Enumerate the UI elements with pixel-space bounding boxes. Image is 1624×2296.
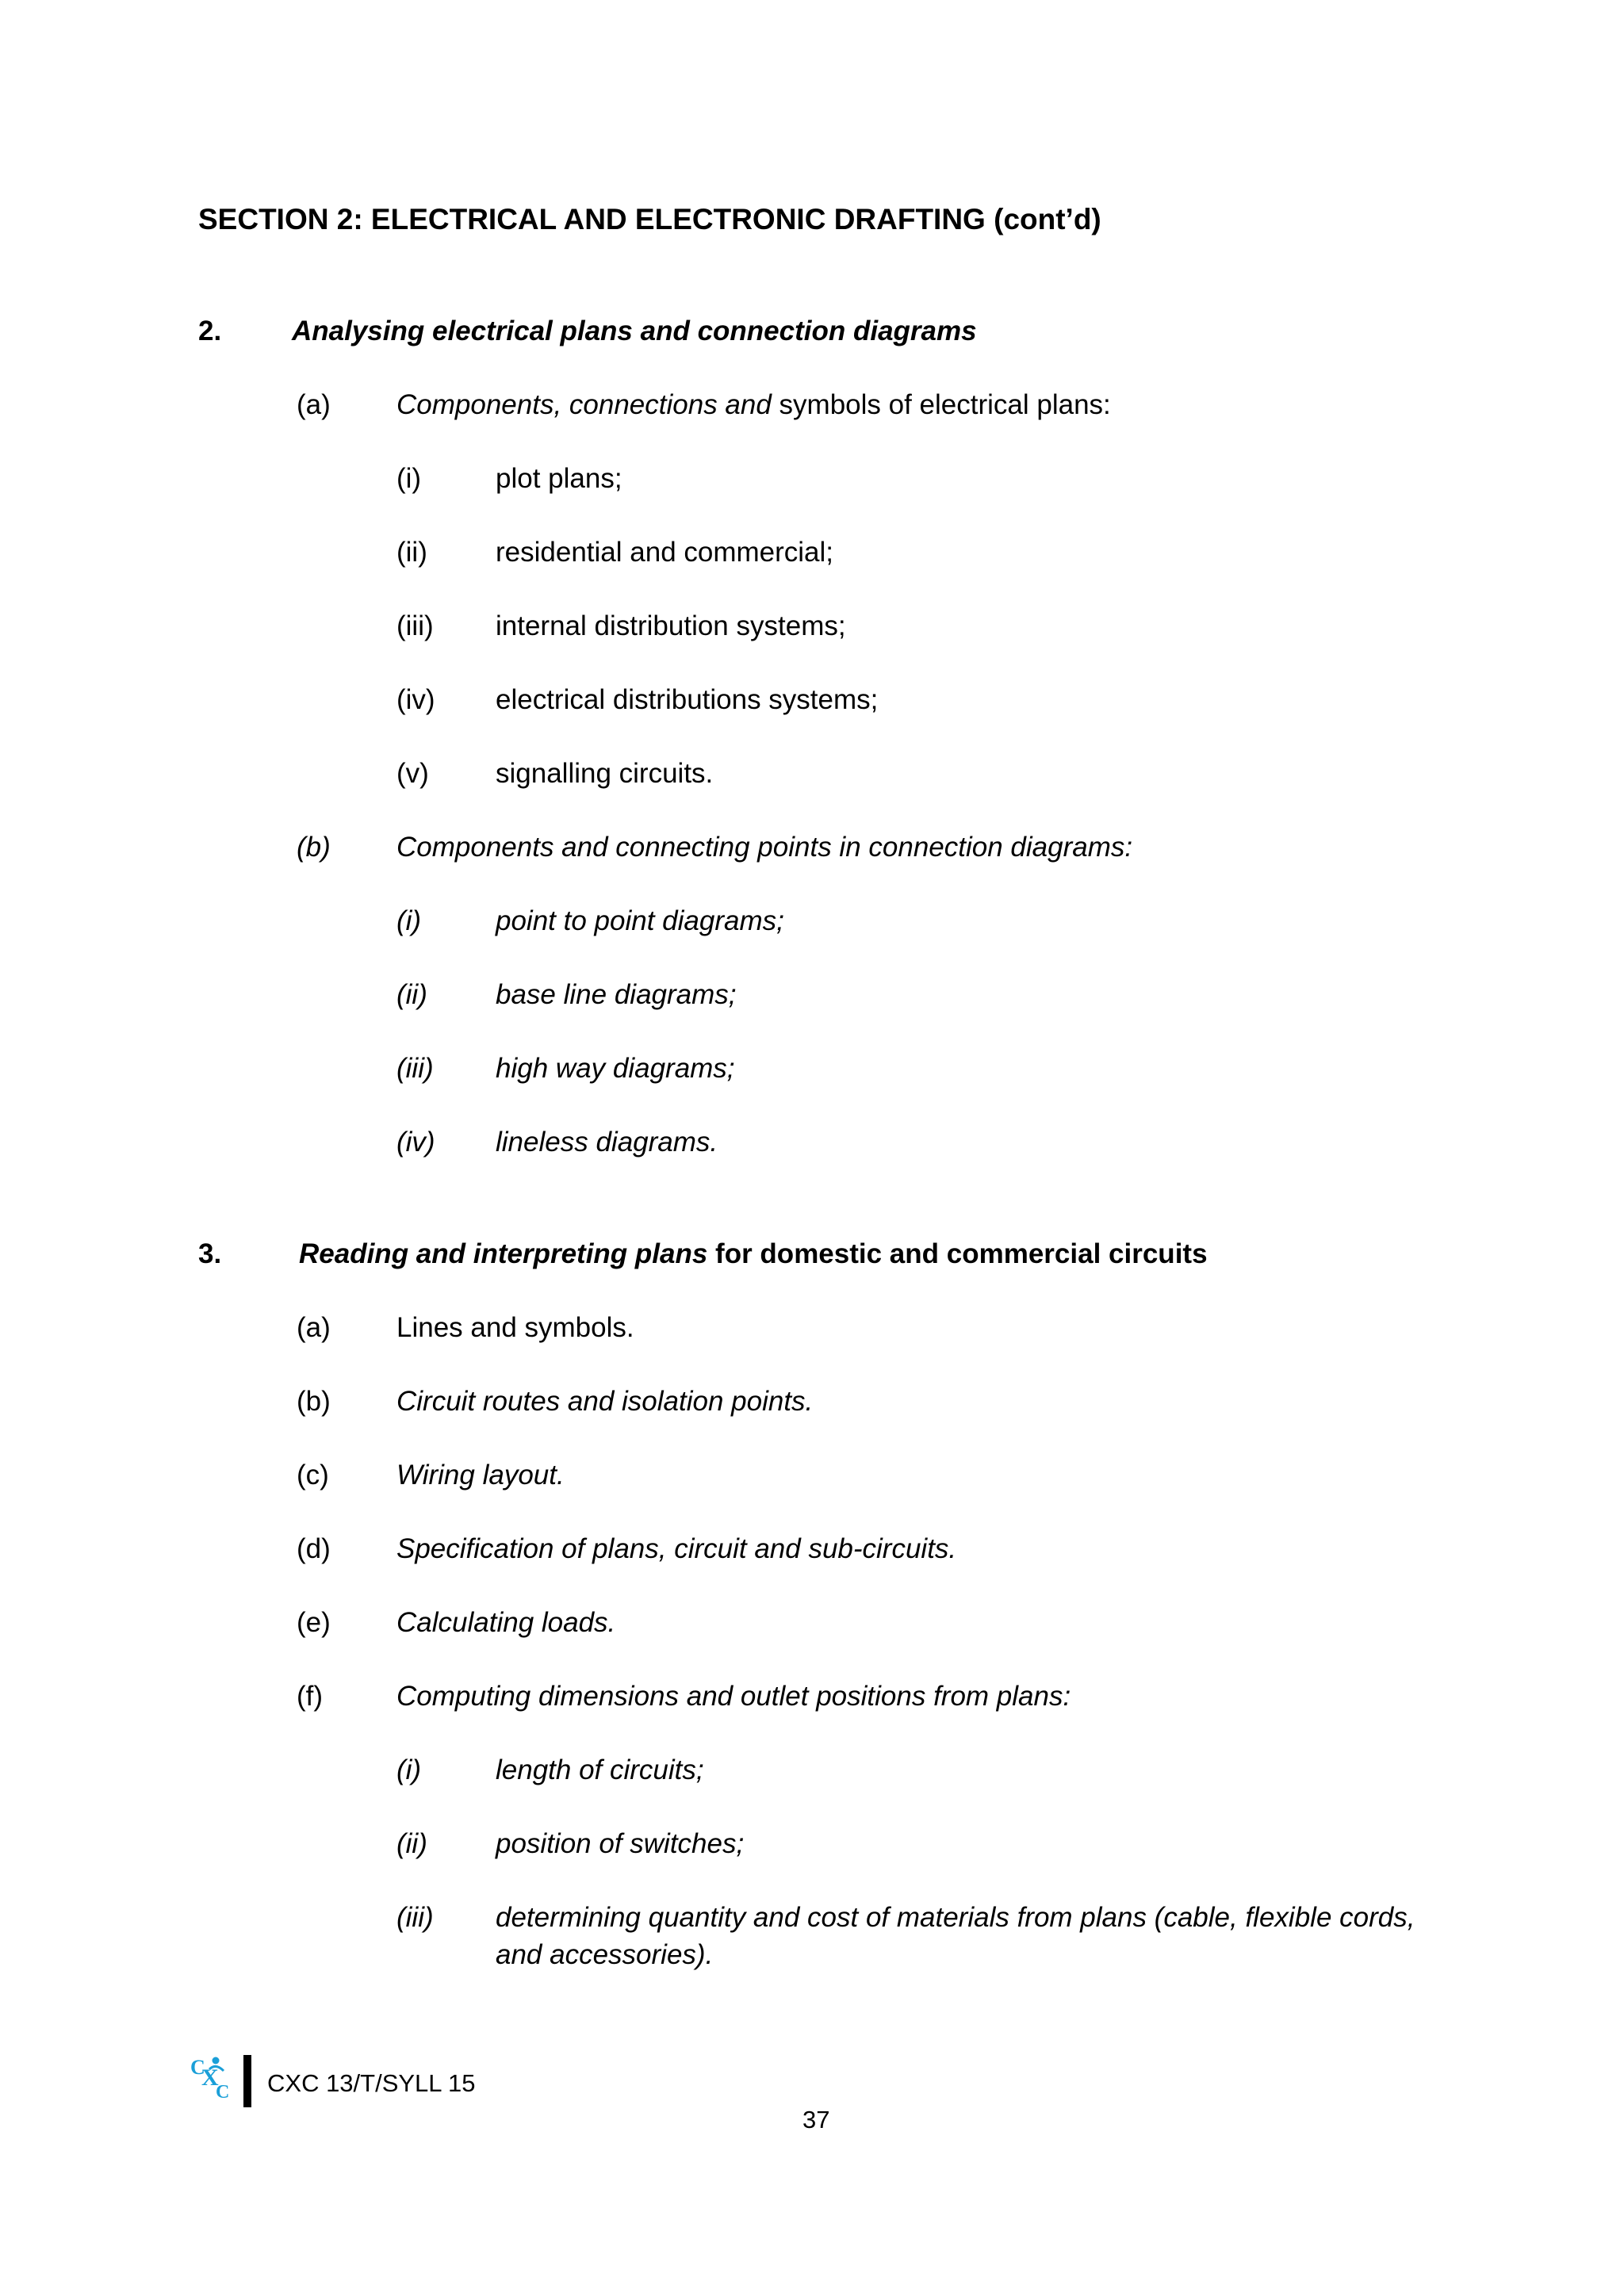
item-3f-marker: (f) bbox=[297, 1681, 324, 1712]
item-3a-text: Lines and symbols. bbox=[396, 1312, 634, 1343]
item-2a-iii-marker: (iii) bbox=[396, 610, 434, 641]
section-title: SECTION 2: ELECTRICAL AND ELECTRONIC DRAFTING (cont’d) bbox=[198, 203, 1101, 235]
topic-2-title: Analysing electrical plans and connection diagrams bbox=[292, 316, 977, 346]
item-2a-marker: (a) bbox=[297, 389, 331, 420]
item-3c-marker: (c) bbox=[297, 1460, 329, 1490]
item-2b-iv-marker: (iv) bbox=[396, 1127, 435, 1158]
item-3a-marker: (a) bbox=[297, 1312, 331, 1343]
document-code: CXC 13/T/SYLL 15 bbox=[267, 2069, 476, 2097]
item-2a-ii-text: residential and commercial; bbox=[496, 537, 834, 568]
item-3f-i-marker: (i) bbox=[396, 1755, 422, 1785]
cxc-logo-icon bbox=[189, 2053, 238, 2101]
topic-3-title bbox=[299, 1240, 1208, 1268]
item-3d-text: Specification of plans, circuit and sub-circuits. bbox=[396, 1533, 957, 1564]
item-3c-text: Wiring layout. bbox=[396, 1460, 565, 1490]
svg-text:C: C bbox=[190, 2056, 205, 2079]
item-3f-text: Computing dimensions and outlet positions from plans: bbox=[396, 1681, 1071, 1712]
item-3b-marker: (b) bbox=[297, 1386, 331, 1417]
item-2a-i-marker: (i) bbox=[396, 463, 422, 494]
footer-divider bbox=[243, 2055, 251, 2107]
item-2a-v-text: signalling circuits. bbox=[496, 758, 714, 789]
item-2a-i-text: plot plans; bbox=[496, 463, 622, 494]
item-2a-iv-text: electrical distributions systems; bbox=[496, 684, 879, 715]
item-2a-iii-text: internal distribution systems; bbox=[496, 610, 846, 641]
item-2b-ii-text: base line diagrams; bbox=[496, 979, 737, 1010]
item-3f-i-text: length of circuits; bbox=[496, 1755, 704, 1785]
item-3e-marker: (e) bbox=[297, 1607, 331, 1638]
item-3f-iii-text-cont: and accessories). bbox=[496, 1939, 714, 1970]
item-2b-iii-text: high way diagrams; bbox=[496, 1053, 735, 1084]
item-2b-ii-marker: (ii) bbox=[396, 979, 427, 1010]
svg-text:C: C bbox=[216, 2082, 230, 2101]
item-2b-text: Components and connecting points in connection diagrams: bbox=[396, 832, 1133, 863]
item-2a-text bbox=[396, 391, 1111, 419]
item-2a-v-marker: (v) bbox=[396, 758, 429, 789]
item-3f-iii-marker: (iii) bbox=[396, 1902, 434, 1933]
topic-3-title-normal: for domestic and commercial circuits bbox=[707, 1238, 1208, 1269]
item-3f-iii-text: determining quantity and cost of materials from plans (cable, flexible cords, bbox=[496, 1902, 1415, 1933]
item-2b-i-marker: (i) bbox=[396, 905, 422, 936]
item-3d-marker: (d) bbox=[297, 1533, 331, 1564]
topic-3-title-italic: Reading and interpreting plans bbox=[299, 1238, 708, 1269]
topic-3-number: 3. bbox=[198, 1238, 222, 1269]
item-2b-iv-text: lineless diagrams. bbox=[496, 1127, 718, 1158]
item-2a-iv-marker: (iv) bbox=[396, 684, 435, 715]
item-2b-i-text: point to point diagrams; bbox=[496, 905, 784, 936]
item-2a-ii-marker: (ii) bbox=[396, 537, 427, 568]
item-3e-text: Calculating loads. bbox=[396, 1607, 616, 1638]
topic-2-number: 2. bbox=[198, 316, 222, 346]
page-number: 37 bbox=[802, 2106, 830, 2133]
svg-text:X: X bbox=[201, 2064, 219, 2091]
item-2b-marker: (b) bbox=[297, 832, 331, 863]
item-2a-text-italic: Components, connections and bbox=[396, 389, 772, 420]
item-3f-ii-marker: (ii) bbox=[396, 1828, 427, 1859]
item-3b-text: Circuit routes and isolation points. bbox=[396, 1386, 814, 1417]
item-3f-ii-text: position of switches; bbox=[496, 1828, 745, 1859]
item-2a-text-normal: symbols of electrical plans: bbox=[771, 389, 1111, 420]
item-2b-iii-marker: (iii) bbox=[396, 1053, 434, 1084]
